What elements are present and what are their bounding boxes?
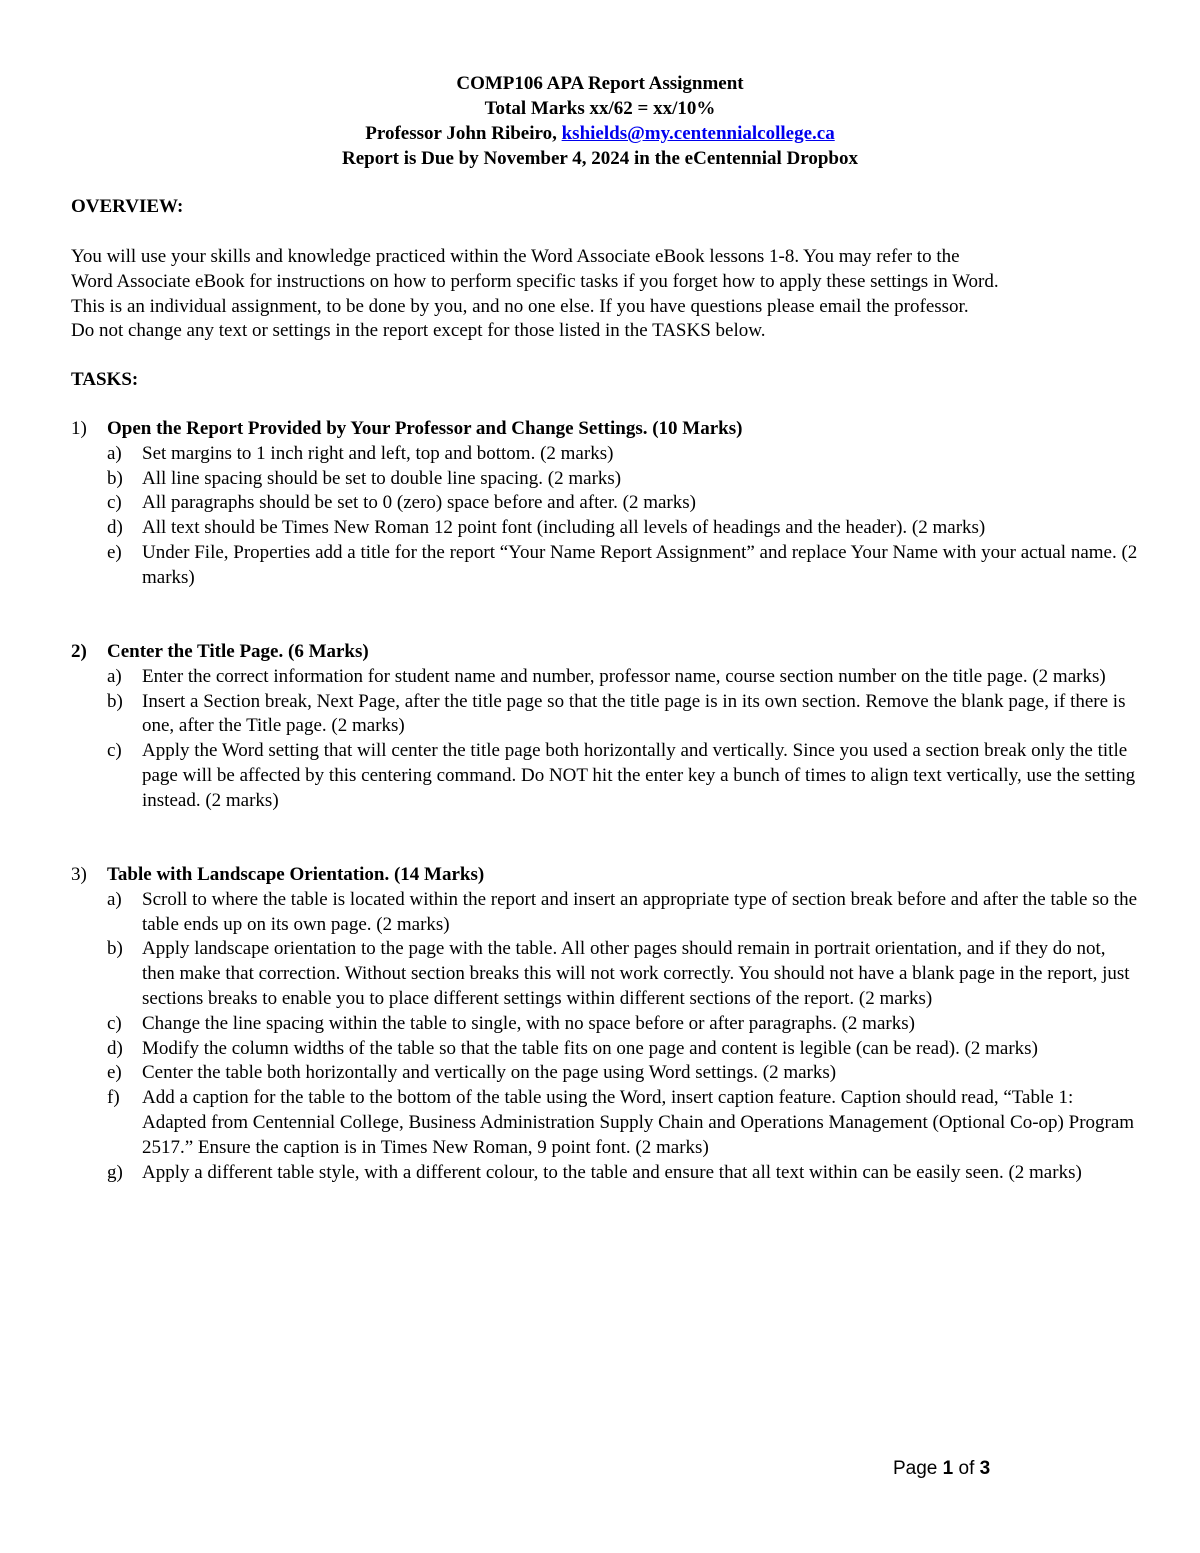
item-text: All text should be Times New Roman 12 point font (including all levels of headings and the header). (2 marks) (142, 517, 986, 539)
item-text: Enter the correct information for student name and number, professor name, course section number on the title page. (2 marks) (142, 665, 1106, 687)
item-letter: d) (107, 1037, 123, 1059)
item-letter: c) (107, 492, 122, 514)
item-text: Under File, Properties add a title for the report “Your Name Report Assignment” and replace Your Name with your actual name. (2 marks) (142, 541, 1138, 588)
total-pages: 3 (979, 1458, 991, 1479)
assignment-title: COMP106 APA Report Assignment (456, 73, 744, 94)
professor-email-link[interactable]: kshields@my.centennialcollege.ca (561, 123, 835, 144)
overview-line: This is an individual assignment, to be done by you, and no one else. If you have questions please email the professor. (71, 295, 969, 317)
item-letter: e) (107, 1062, 122, 1084)
task-item (107, 467, 1141, 492)
task-item (107, 1061, 1141, 1086)
task-item (107, 690, 1141, 740)
item-letter: c) (107, 740, 122, 762)
task-item (107, 1086, 1141, 1160)
item-text: Set margins to 1 inch right and left, top and bottom. (2 marks) (142, 442, 614, 464)
item-letter: f) (107, 1087, 120, 1109)
tasks-heading: TASKS: (71, 369, 139, 390)
item-text: Modify the column widths of the table so that the table fits on one page and content is legible (can be read). (2 marks) (142, 1037, 1038, 1059)
due-date: Report is Due by November 4, 2024 in the eCentennial Dropbox (342, 148, 858, 169)
item-letter: e) (107, 541, 122, 563)
overview-line: Do not change any text or settings in the report except for those listed in the TASKS below. (71, 320, 766, 342)
professor-name: Professor John Ribeiro, (365, 123, 562, 144)
page-label: Page (893, 1458, 943, 1479)
item-letter: b) (107, 690, 123, 712)
item-letter: b) (107, 938, 123, 960)
task-item (107, 442, 1141, 467)
current-page: 1 (942, 1458, 954, 1479)
overview-paragraph (71, 245, 1141, 344)
page-of-label: of (953, 1458, 980, 1479)
overview-line: You will use your skills and knowledge practiced within the Word Associate eBook lessons 1-8. You may refer to the (71, 246, 960, 267)
total-marks: Total Marks xx/62 = xx/10% (484, 98, 716, 119)
page-number-footer (893, 1458, 990, 1480)
task-item (107, 739, 1141, 813)
overview-line: Word Associate eBook for instructions on how to perform specific tasks if you forget how to apply these settings in Word. (71, 270, 999, 292)
task-item (107, 665, 1141, 690)
item-letter: c) (107, 1012, 122, 1034)
task-title: Open the Report Provided by Your Professor and Change Settings. (10 Marks) (107, 418, 743, 439)
item-text: Apply a different table style, with a different colour, to the table and ensure that all text within can be easily seen. (2 marks) (142, 1161, 1082, 1183)
item-text: Add a caption for the table to the bottom of the table using the Word, insert caption feature. Caption should read, “Table 1: Adapted from Centennial College, Business Administration Supply Chain and Operations Management (Optional Co-op) Program 2517.” Ensure the caption is in Times New Roman, 9 point font. (2 marks) (142, 1087, 1135, 1158)
task-1 (71, 417, 1141, 591)
item-text: All line spacing should be set to double line spacing. (2 marks) (142, 467, 622, 489)
item-text: All paragraphs should be set to 0 (zero) space before and after. (2 marks) (142, 492, 696, 514)
task-item (107, 1161, 1141, 1186)
task-number: 2) (71, 641, 87, 662)
task-item (107, 491, 1141, 516)
item-letter: b) (107, 467, 123, 489)
item-letter: a) (107, 665, 122, 687)
professor-line (0, 121, 1200, 146)
task-title: Center the Title Page. (6 Marks) (107, 641, 369, 662)
task-item (107, 1037, 1141, 1062)
task-2 (71, 640, 1141, 814)
item-letter: a) (107, 442, 122, 464)
task-item (107, 516, 1141, 541)
item-text: Center the table both horizontally and vertically on the page using Word settings. (2 marks) (142, 1062, 837, 1084)
task-item (107, 541, 1141, 591)
task-item (107, 1012, 1141, 1037)
item-letter: g) (107, 1161, 123, 1183)
task-number: 1) (71, 418, 87, 439)
task-item (107, 888, 1141, 938)
document-header (0, 71, 1200, 171)
overview-heading: OVERVIEW: (71, 196, 184, 217)
item-text: Apply landscape orientation to the page with the table. All other pages should remain in portrait orientation, and if they do not, then make that correction. Without section breaks this will not work correctly. You should not have a blank page in the report, just sections breaks to enable you to place different settings within different sections of the report. (2 marks) (142, 938, 1130, 1009)
item-letter: d) (107, 517, 123, 539)
item-text: Change the line spacing within the table to single, with no space before or after paragraphs. (2 marks) (142, 1012, 915, 1034)
task-3 (71, 863, 1141, 1185)
item-text: Apply the Word setting that will center the title page both horizontally and vertically. Since you used a section break only the title page will be affected by this centering command. Do NOT hit the enter key a bunch of times to align text vertically, use the setting instead. (2 marks) (142, 740, 1136, 811)
task-number: 3) (71, 864, 87, 885)
task-item (107, 937, 1141, 1011)
item-letter: a) (107, 888, 122, 910)
item-text: Scroll to where the table is located within the report and insert an appropriate type of section break before and after the table so the table ends up on its own page. (2 marks) (142, 888, 1138, 935)
item-text: Insert a Section break, Next Page, after the title page so that the title page is in its own section. Remove the blank page, if there is one, after the Title page. (2 marks) (142, 690, 1126, 737)
task-title: Table with Landscape Orientation. (14 Marks) (107, 864, 485, 885)
